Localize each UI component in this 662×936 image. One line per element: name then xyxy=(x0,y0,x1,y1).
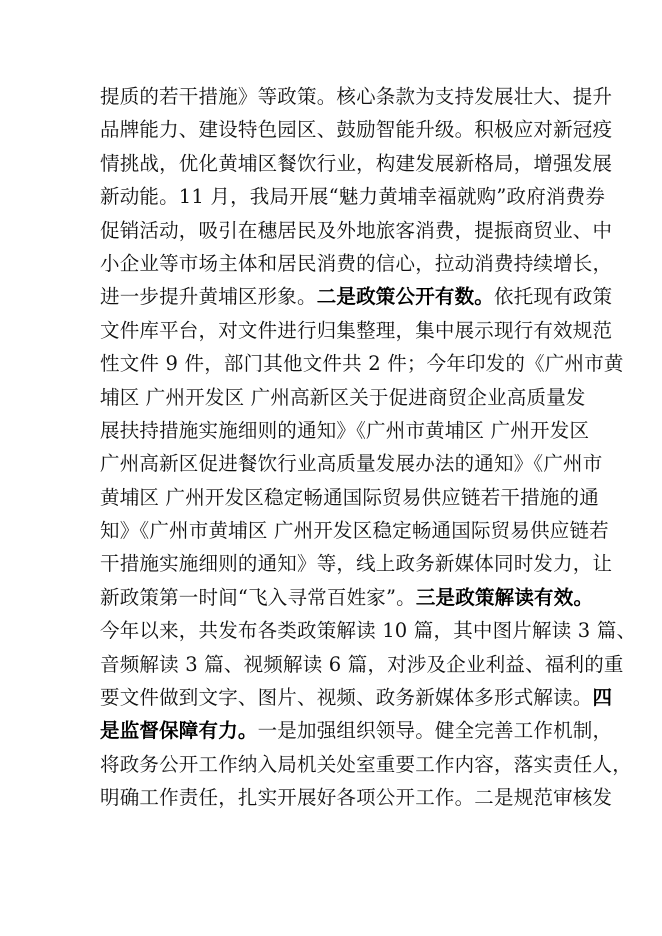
paragraph-text: 新政策第一时间“飞入寻常百姓家”。 xyxy=(100,585,416,609)
text-line xyxy=(100,648,624,681)
paragraph-text: 文件库平台，对文件进行归集整理，集中展示现行有效规范 xyxy=(100,318,613,342)
paragraph-text: 依托现有政策 xyxy=(494,285,613,309)
paragraph-text: 黄埔区 广州开发区稳定畅通国际贸易供应链若干措施的通 xyxy=(100,485,599,509)
paragraph-text: 要文件做到文字、图片、视频、政务新媒体多形式解读。 xyxy=(100,686,593,710)
text-line xyxy=(100,781,613,814)
text-line xyxy=(100,381,586,414)
text-line xyxy=(100,147,613,180)
text-line xyxy=(100,581,594,614)
paragraph-text: 提质的若干措施》等政策。核心条款为支持发展壮大、提升 xyxy=(100,85,613,108)
text-line xyxy=(100,748,632,781)
paragraph-text: 性文件 9 件，部门其他文件共 2 件；今年印发的《广州市黄 xyxy=(100,352,624,376)
text-line xyxy=(100,614,637,647)
text-line xyxy=(100,113,613,146)
text-line xyxy=(100,714,613,747)
text-line xyxy=(100,547,613,580)
paragraph-text: 促销活动，吸引在穗居民及外地旅客消费，提振商贸业、中 xyxy=(100,218,613,242)
text-line xyxy=(100,247,613,280)
paragraph-text: 品牌能力、建设特色园区、鼓励智能升级。积极应对新冠疫 xyxy=(100,118,613,142)
bold-heading-text: 四 xyxy=(592,686,613,710)
text-line xyxy=(100,80,613,113)
paragraph-text: 将政务公开工作纳入局机关处室重要工作内容，落实责任人， xyxy=(100,752,632,776)
paragraph-text: 进一步提升黄埔区形象。 xyxy=(100,285,317,309)
paragraph-text: 今年以来，共发布各类政策解读 10 篇，其中图片解读 3 篇、 xyxy=(100,619,637,643)
paragraph-text: 埔区 广州开发区 广州高新区关于促进商贸企业高质量发 xyxy=(100,385,586,409)
paragraph-text: 干措施实施细则的通知》等，线上政务新媒体同时发力，让 xyxy=(100,552,613,576)
text-line xyxy=(100,514,609,547)
bold-heading-text: 二是政策公开有数。 xyxy=(316,285,495,309)
paragraph-text: 新动能。11 月，我局开展“魅力黄埔幸福就购”政府消费券 xyxy=(100,185,606,209)
paragraph-text: 知》《广州市黄埔区 广州开发区稳定畅通国际贸易供应链若 xyxy=(100,519,609,543)
paragraph-text: 小企业等市场主体和居民消费的信心，拉动消费持续增长， xyxy=(100,251,613,275)
bold-heading-text: 是监督保障有力。 xyxy=(100,719,258,743)
text-line xyxy=(100,447,603,480)
body-text xyxy=(100,80,637,815)
text-line xyxy=(100,481,599,514)
paragraph-text: 展扶持措施实施细则的通知》《广州市黄埔区 广州开发区 xyxy=(100,418,590,442)
text-line xyxy=(100,347,624,380)
paragraph-text: 一是加强组织领导。健全完善工作机制， xyxy=(257,719,613,743)
text-line xyxy=(100,180,606,213)
paragraph-text: 广州高新区促进餐饮行业高质量发展办法的通知》《广州市 xyxy=(100,452,603,476)
text-line xyxy=(100,314,613,347)
paragraph-text: 明确工作责任，扎实开展好各项公开工作。二是规范审核发 xyxy=(100,786,613,810)
text-line xyxy=(100,414,590,447)
bold-heading-text: 三是政策解读有效。 xyxy=(415,585,594,609)
text-line xyxy=(100,681,613,714)
text-line xyxy=(100,280,613,313)
paragraph-text: 情挑战，优化黄埔区餐饮行业，构建发展新格局，增强发展 xyxy=(100,151,613,175)
paragraph-text: 音频解读 3 篇、视频解读 6 篇，对涉及企业利益、福利的重 xyxy=(100,652,624,676)
text-line xyxy=(100,214,613,247)
